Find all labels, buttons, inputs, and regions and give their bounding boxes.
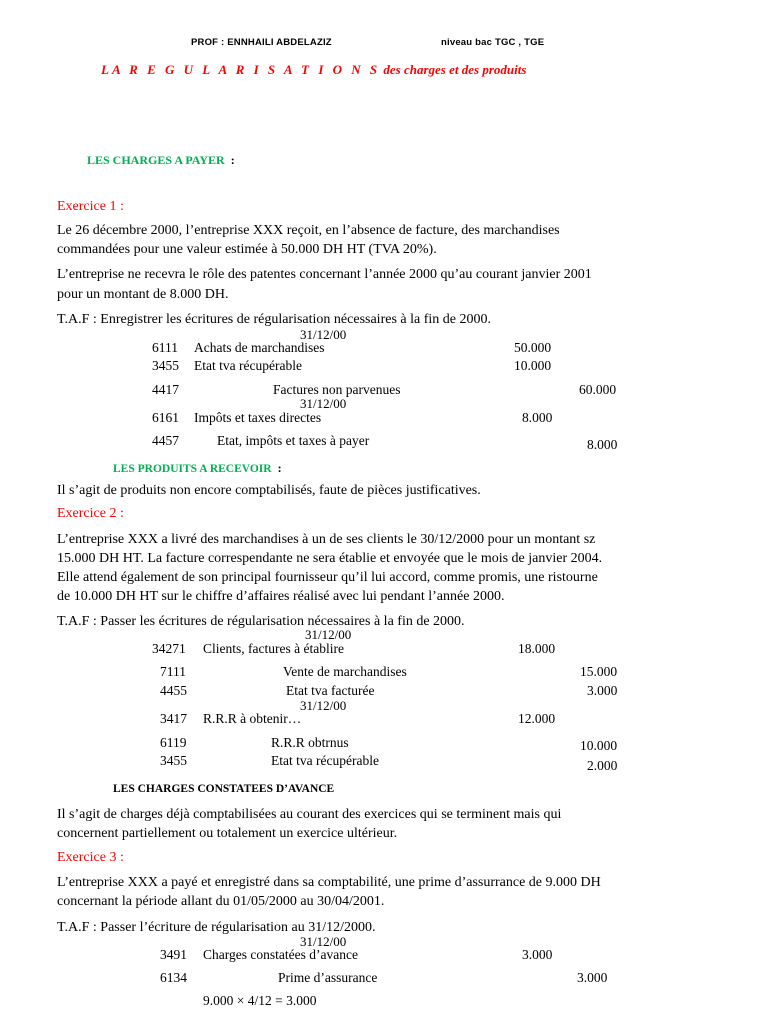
- entry-credit: 3.000: [577, 970, 608, 985]
- entry-label: R.R.R à obtenir…: [203, 711, 302, 726]
- entry-label: Etat, impôts et taxes à payer: [217, 433, 370, 448]
- exercise-1-para2-line1: L’entreprise ne recevra le rôle des patentes concernant l’année 2000 qu’au courant janvier 2001: [57, 267, 592, 282]
- entry-label: Achats de marchandises: [194, 340, 325, 355]
- entry-code: 34271: [152, 641, 186, 656]
- entry-code: 6161: [152, 410, 179, 425]
- entry-credit: 3.000: [587, 683, 618, 698]
- exercise-1-taf: T.A.F : Enregistrer les écritures de régularisation nécessaires à la fin de 2000.: [57, 312, 491, 327]
- exercise-2-taf: T.A.F : Passer les écritures de régularisation nécessaires à la fin de 2000.: [57, 614, 465, 629]
- entry-label: Impôts et taxes directes: [194, 410, 322, 425]
- entry-code: 6119: [160, 735, 187, 750]
- exercise-1-para1-line1: Le 26 décembre 2000, l’entreprise XXX reçoit, en l’absence de facture, des marchandises: [57, 223, 560, 238]
- entry-code: 3491: [160, 947, 187, 962]
- section-3-intro-line1: Il s’agit de charges déjà comptabilisées au courant des exercices qui se terminent mais qui: [57, 807, 562, 822]
- entry-code: 6134: [160, 970, 187, 985]
- entry-code: 3417: [160, 711, 187, 726]
- entry-label: Etat tva récupérable: [271, 753, 379, 768]
- entry-code: 7111: [160, 664, 186, 679]
- section-heading-produits-a-recevoir: LES PRODUITS A RECEVOIR :: [113, 461, 282, 475]
- entry-label: Etat tva récupérable: [194, 358, 302, 373]
- exercise-3-para-line2: concernant la période allant du 01/05/2000 au 30/04/2001.: [57, 894, 385, 909]
- section-2-intro: Il s’agit de produits non encore comptabilisés, faute de pièces justificatives.: [57, 483, 481, 498]
- title-rest: des charges et des produits: [380, 62, 527, 77]
- entry-debit: 12.000: [518, 711, 556, 726]
- entry-code: 3455: [160, 753, 187, 768]
- entry-code: 6111: [152, 340, 178, 355]
- entry-credit: 2.000: [587, 758, 618, 773]
- entry-credit: 60.000: [579, 382, 617, 397]
- entry-code: 4417: [152, 382, 179, 397]
- level-label: niveau bac TGC , TGE: [441, 37, 545, 48]
- entry-debit: 3.000: [522, 947, 553, 962]
- journal-date: 31/12/00: [300, 327, 347, 342]
- entry-code: 4455: [160, 683, 187, 698]
- teacher-name: PROF : ENNHAILI ABDELAZIZ: [191, 37, 332, 48]
- journal-date: 31/12/00: [300, 698, 347, 713]
- calculation: 9.000 × 4/12 = 3.000: [203, 993, 317, 1008]
- entry-code: 3455: [152, 358, 179, 373]
- exercise-2-para-line2: 15.000 DH HT. La facture correspendante ne sera établie et envoyée que le mois de janvier 2004.: [57, 551, 603, 566]
- entry-debit: 18.000: [518, 641, 556, 656]
- exercise-2-para-line3: Elle attend également de son principal fournisseur qu’il lui accord, comme promis, une ristourne: [57, 570, 598, 585]
- entry-label: R.R.R obtrnus: [271, 735, 349, 750]
- entry-label: Charges constatées d’avance: [203, 947, 358, 962]
- exercise-1-label: Exercice 1 :: [57, 199, 124, 214]
- exercise-2-para-line1: L’entreprise XXX a livré des marchandises à un de ses clients le 30/12/2000 pour un montant sz: [57, 532, 596, 547]
- exercise-1-para2-line2: pour un montant de 8.000 DH.: [57, 287, 229, 302]
- journal-date: 31/12/00: [300, 396, 347, 411]
- entry-label: Factures non parvenues: [273, 382, 401, 397]
- entry-label: Clients, factures à établire: [203, 641, 344, 656]
- entry-debit: 8.000: [522, 410, 553, 425]
- entry-credit: 8.000: [587, 437, 618, 452]
- journal-date: 31/12/00: [300, 934, 347, 949]
- entry-label: Vente de marchandises: [283, 664, 407, 679]
- entry-label: Etat tva facturée: [286, 683, 375, 698]
- exercise-3-label: Exercice 3 :: [57, 850, 124, 865]
- exercise-2-label: Exercice 2 :: [57, 506, 124, 521]
- entry-code: 4457: [152, 433, 179, 448]
- exercise-2-para-line4: de 10.000 DH HT sur le chiffre d’affaires réalisé avec lui pendant l’année 2000.: [57, 589, 505, 604]
- section-heading-charges-constatees: LES CHARGES CONSTATEES D’AVANCE: [113, 783, 335, 795]
- entry-credit: 15.000: [580, 664, 618, 679]
- exercise-1-para1-line2: commandées pour une valeur estimée à 50.000 DH HT (TVA 20%).: [57, 242, 437, 257]
- section-heading-charges-a-payer: LES CHARGES A PAYER :: [87, 153, 235, 167]
- exercise-3-para-line1: L’entreprise XXX a payé et enregistré dans sa comptabilité, une prime d’assurrance de 9.000 DH: [57, 875, 601, 890]
- entry-debit: 50.000: [514, 340, 552, 355]
- title-main: LA R E G U L A R I S A T I O N S: [101, 62, 381, 77]
- page-title: [101, 62, 526, 78]
- entry-label: Prime d’assurance: [278, 970, 378, 985]
- exercise-3-taf: T.A.F : Passer l’écriture de régularisation au 31/12/2000.: [57, 920, 376, 935]
- entry-debit: 10.000: [514, 358, 552, 373]
- journal-date: 31/12/00: [305, 627, 352, 642]
- section-3-intro-line2: concernent partiellement ou totalement un exercice ultérieur.: [57, 826, 398, 841]
- entry-credit: 10.000: [580, 738, 618, 753]
